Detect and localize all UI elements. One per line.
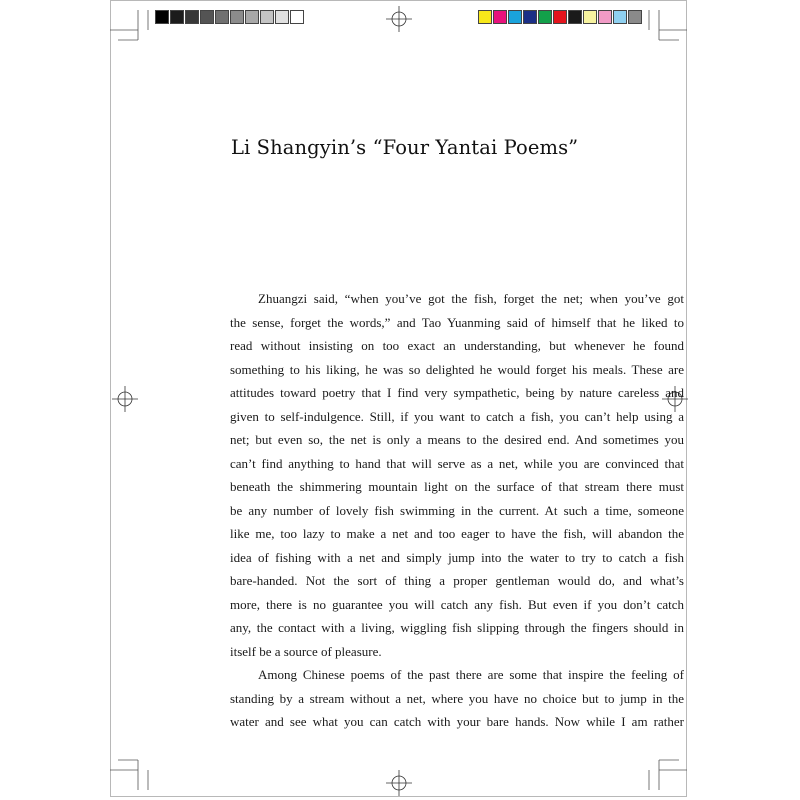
registration-mark-top <box>386 6 412 32</box>
color-swatch <box>523 10 537 24</box>
color-swatch <box>568 10 582 24</box>
gray-swatch <box>260 10 274 24</box>
gray-swatch <box>215 10 229 24</box>
gray-swatch <box>185 10 199 24</box>
color-swatch <box>553 10 567 24</box>
color-swatch <box>613 10 627 24</box>
text-line: Among Chinese poems of the past there are some that inspire the feeling of <box>258 667 684 682</box>
grayscale-calibration-bar <box>155 10 305 24</box>
text-line: given to self-indulgence. Still, if you want to catch a fish, you can’t help using a <box>230 408 684 424</box>
gray-swatch <box>170 10 184 24</box>
registration-mark-bottom <box>386 770 412 796</box>
text-line: can’t find anything to hand that will serve as a net, while you are convinced that <box>230 455 684 471</box>
gray-swatch <box>290 10 304 24</box>
text-line: attitudes toward poetry that I find very sympathetic, being by nature careless and <box>230 385 684 400</box>
gray-swatch <box>230 10 244 24</box>
text-line: itself be a source of pleasure. <box>230 643 382 659</box>
text-line: more, there is no guarantee you will catch any fish. But even if you don’t catch <box>230 596 684 612</box>
color-swatch <box>538 10 552 24</box>
text-line: read without insisting on too exact an understanding, but whenever he found <box>230 338 684 353</box>
chapter-title: Li Shangyin’s “Four Yantai Poems” <box>231 136 579 159</box>
color-swatch <box>478 10 492 24</box>
gray-swatch <box>245 10 259 24</box>
text-line: net; but even so, the net is only a means to the desired end. And sometimes you <box>230 432 684 447</box>
color-swatch <box>508 10 522 24</box>
body-text <box>230 287 684 734</box>
text-line: like me, too lazy to make a net and too eager to have the fish, will abandon the <box>230 526 684 541</box>
text-line: the sense, forget the words,” and Tao Yuanming said of himself that he liked to <box>230 314 684 330</box>
text-line: water and see what you can catch with your bare hands. Now while I am rather <box>230 714 684 729</box>
text-line: idea of fishing with a net and simply jump into the water to try to catch a fish <box>230 549 684 565</box>
text-line: beneath the shimmering mountain light on the surface of that stream there must <box>230 479 684 494</box>
color-swatch <box>598 10 612 24</box>
crop-mark-top-right <box>637 10 687 50</box>
crop-mark-top-left <box>110 10 160 50</box>
text-line: Zhuangzi said, “when you’ve got the fish, forget the net; when you’ve got <box>258 291 684 306</box>
text-line: be any number of lovely fish swimming in the current. At such a time, someone <box>230 502 684 518</box>
color-swatch <box>583 10 597 24</box>
color-calibration-bar <box>478 10 643 24</box>
gray-swatch <box>275 10 289 24</box>
crop-mark-bottom-right <box>637 750 687 790</box>
gray-swatch <box>200 10 214 24</box>
text-line: bare-handed. Not the sort of thing a proper gentleman would do, and what’s <box>230 573 684 588</box>
text-line: any, the contact with a living, wiggling fish slipping through the fingers should in <box>230 620 684 635</box>
text-line: standing by a stream without a net, where you have no choice but to jump in the <box>230 690 684 706</box>
registration-mark-left <box>112 386 138 412</box>
text-line: something to his liking, he was so delighted he would forget his meals. These are <box>230 361 684 377</box>
crop-mark-bottom-left <box>110 750 160 790</box>
color-swatch <box>493 10 507 24</box>
